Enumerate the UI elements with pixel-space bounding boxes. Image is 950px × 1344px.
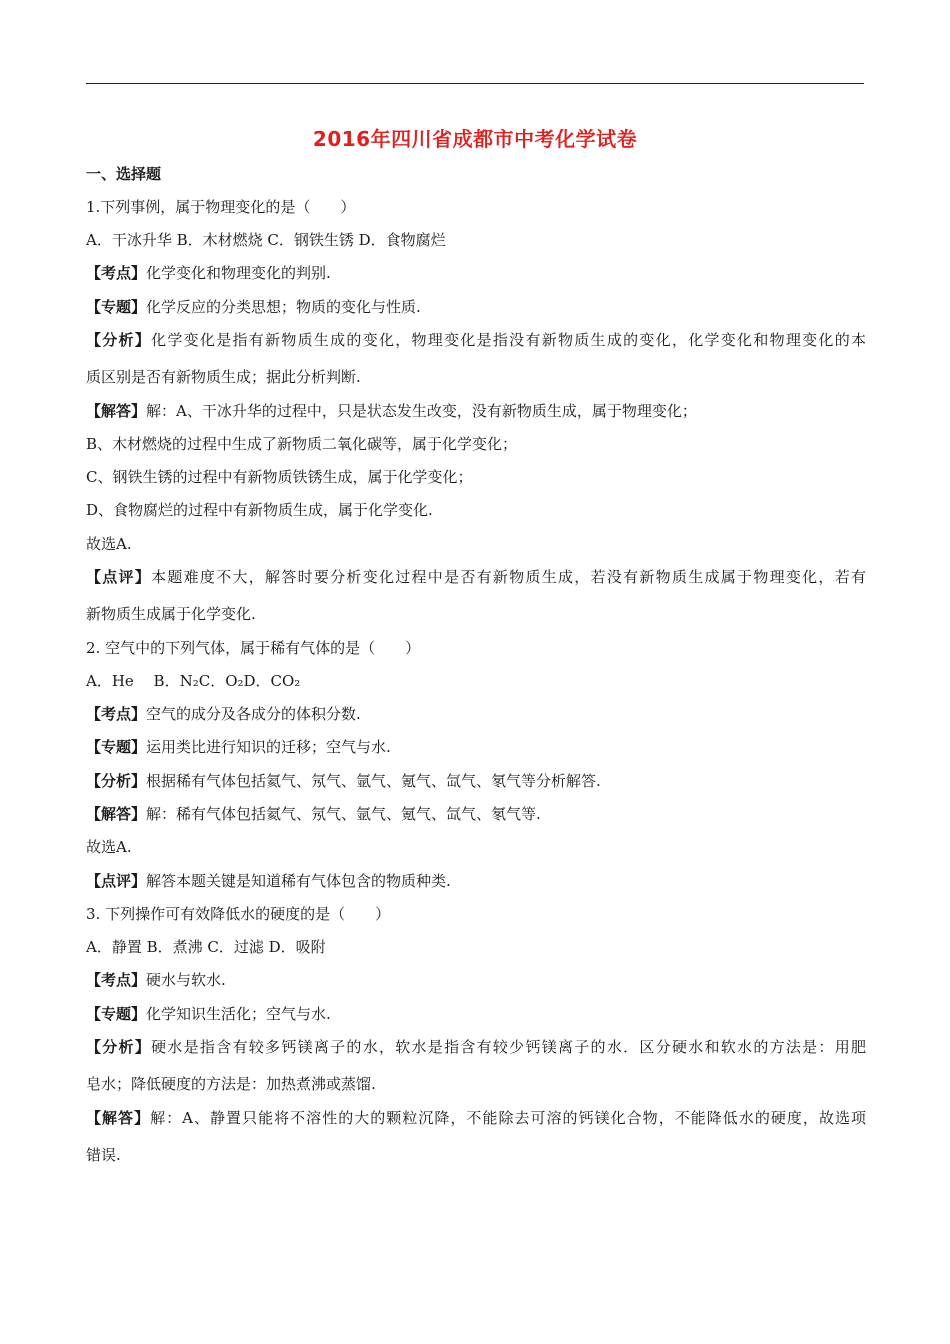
q1-dianping: 【点评】本题难度不大，解答时要分析变化过程中是否有新物质生成，若没有新物质生成属于物理变化，若有: [86, 568, 866, 586]
q2-jieda: 【解答】解：稀有气体包括氦气、氖气、氩气、氪气、氙气、氡气等.: [86, 805, 541, 823]
q1-jieda-d: D、食物腐烂的过程中有新物质生成，属于化学变化.: [86, 501, 433, 519]
q1-dianping-cont: 新物质生成属于化学变化.: [86, 605, 256, 623]
question-2-options: A．He B．N₂C．O₂D．CO₂: [86, 672, 301, 690]
question-3: 3. 下列操作可有效降低水的硬度的是（ ）: [86, 905, 391, 923]
q1-jieda-b: B、木材燃烧的过程中生成了新物质二氧化碳等，属于化学变化；: [86, 435, 518, 453]
q1-jieda-c: C、钢铁生锈的过程中有新物质铁锈生成，属于化学变化；: [86, 468, 473, 486]
q2-answer: 故选A.: [86, 838, 132, 856]
question-2: 2. 空气中的下列气体，属于稀有气体的是（ ）: [86, 639, 421, 657]
q3-fenxi: 【分析】硬水是指含有较多钙镁离子的水，软水是指含有较少钙镁离子的水．区分硬水和软水的方法是：用肥: [86, 1038, 866, 1056]
section-heading: 一、选择题: [86, 165, 162, 183]
question-3-options: A．静置 B．煮沸 C．过滤 D．吸附: [86, 938, 326, 956]
q1-fenxi-cont: 质区别是否有新物质生成；据此分析判断.: [86, 368, 361, 386]
q1-fenxi: 【分析】化学变化是指有新物质生成的变化，物理变化是指没有新物质生成的变化，化学变化和物理变化的本: [86, 331, 866, 349]
q1-jieda: 【解答】解：A、干冰升华的过程中，只是状态发生改变，没有新物质生成，属于物理变化；: [86, 402, 697, 420]
q2-fenxi: 【分析】根据稀有气体包括氦气、氖气、氩气、氪气、氙气、氡气等分析解答.: [86, 772, 601, 790]
q2-dianping: 【点评】解答本题关键是知道稀有气体包含的物质种类.: [86, 872, 451, 890]
q1-kaodian: 【考点】化学变化和物理变化的判别.: [86, 264, 331, 282]
question-1-options: A．干冰升华 B．木材燃烧 C．钢铁生锈 D．食物腐烂: [86, 231, 446, 249]
question-1: 1.下列事例，属于物理变化的是（ ）: [86, 198, 356, 216]
q2-kaodian: 【考点】空气的成分及各成分的体积分数.: [86, 705, 361, 723]
q3-zhuanti: 【专题】化学知识生活化；空气与水.: [86, 1005, 331, 1023]
q1-zhuanti: 【专题】化学反应的分类思想；物质的变化与性质.: [86, 298, 421, 316]
page-title: 2016年四川省成都市中考化学试卷: [312, 127, 638, 151]
q2-zhuanti: 【专题】运用类比进行知识的迁移；空气与水.: [86, 738, 391, 756]
q3-fenxi-cont: 皂水；降低硬度的方法是：加热煮沸或蒸馏.: [86, 1075, 376, 1093]
header-rule: [86, 83, 864, 84]
q1-answer: 故选A.: [86, 535, 132, 553]
q3-jieda: 【解答】解：A、静置只能将不溶性的大的颗粒沉降，不能除去可溶的钙镁化合物，不能降低水的硬度，故选项: [86, 1109, 866, 1127]
q3-jieda-cont: 错误.: [86, 1146, 121, 1164]
q3-kaodian: 【考点】硬水与软水.: [86, 971, 226, 989]
